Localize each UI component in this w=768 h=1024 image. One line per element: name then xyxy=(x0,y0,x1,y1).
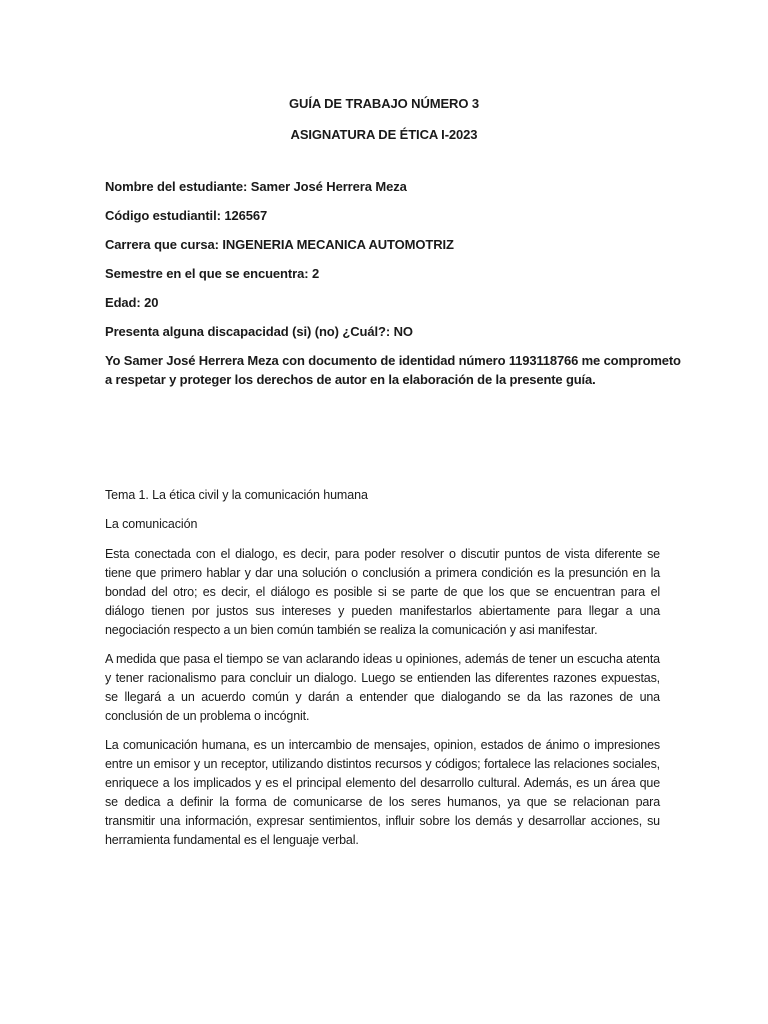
paragraph-3: La comunicación humana, es un intercambio de mensajes, opinion, estados de ánimo o impresiones entre un emisor y un receptor, utilizando distintos recursos y códigos; fortalece las relaciones sociales, enriquece a los implicados y es el principal elemento del desarrollo cultural. Además, es un área que se dedica a definir la forma de comunicarse de los seres humanos, ya que se relacionan para transmitir una información, expresar sentimientos, influir sobre los demás y desarrollar acciones, su herramienta fundamental es el lenguaje verbal. xyxy=(105,738,660,847)
student-career: Carrera que cursa: INGENERIA MECANICA AUTOMOTRIZ xyxy=(105,237,454,252)
subtopic-heading: La comunicación xyxy=(105,517,198,531)
student-code: Código estudiantil: 126567 xyxy=(105,208,268,223)
student-disability: Presenta alguna discapacidad (si) (no) ¿Cuál?: NO xyxy=(105,324,413,339)
guide-title: GUÍA DE TRABAJO NÚMERO 3 xyxy=(289,96,479,111)
topic-heading: Tema 1. La ética civil y la comunicación humana xyxy=(105,488,368,502)
commitment-line-1: Yo Samer José Herrera Meza con documento de identidad número 1193118766 me comprometo xyxy=(105,353,681,368)
subject-title: ASIGNATURA DE ÉTICA I-2023 xyxy=(290,127,478,142)
student-semester: Semestre en el que se encuentra: 2 xyxy=(105,266,320,281)
commitment-line-2: a respetar y proteger los derechos de autor en la elaboración de la presente guía. xyxy=(105,371,596,387)
student-name: Nombre del estudiante: Samer José Herrera Meza xyxy=(105,179,407,194)
commitment-statement xyxy=(105,352,681,389)
paragraph-2: A medida que pasa el tiempo se van aclarando ideas u opiniones, además de tener un escucha atenta y tener racionalismo para concluir un dialogo. Luego se entienden las diferentes razones expuestas, se llegará a un acuerdo común y darán a entender que dialogando se da las razones de una conclusión de un problema o incógnit. xyxy=(105,652,660,723)
student-age: Edad: 20 xyxy=(105,295,159,310)
paragraph-1: Esta conectada con el dialogo, es decir, para poder resolver o discutir puntos de vista diferente se tiene que primero hablar y dar una solución o conclusión a primera condición es la presunción en la bondad del otro; es decir, el diálogo es posible si se parte de que los que se encuentran para el diálogo tienen por justos sus intereses y pueden manifestarlos abiertamente para llegar a una negociación respecto a un bien común también se realiza la comunicación y asi manifestar. xyxy=(105,547,660,637)
